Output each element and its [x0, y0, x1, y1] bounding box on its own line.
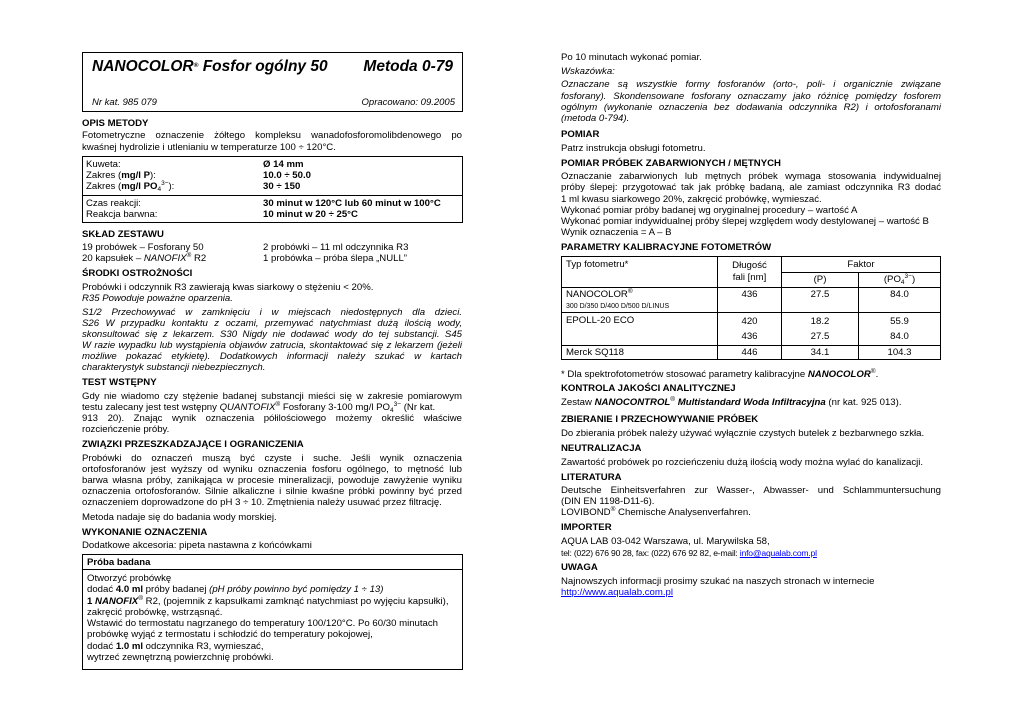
table-row: EPOLL-20 ECO 420 436 18.2 27.5 55.9 84.0: [562, 313, 941, 346]
colored-samples-heading: POMIAR PRÓBEK ZABARWIONYCH / MĘTNYCH: [561, 158, 781, 169]
test-line: 913 20). Znając wynik oznaczenia półilościowego możemy określić właściwe: [82, 413, 462, 424]
website-link[interactable]: http://www.aqualab.com.pl: [561, 587, 673, 598]
importer-heading: IMPORTER: [561, 522, 612, 533]
sampling-line: Do zbierania próbek należy używać wyłącznie czystych butelek z bezbarwnego szkła.: [561, 428, 925, 439]
zwiazki-heading: ZWIĄZKI PRZESZKADZAJĄCE I OGRANICZENIA: [82, 439, 304, 450]
importer-contact: tel: (022) 676 90 28, fax: (022) 676 92 82, e-mail: info@aqualab.com.pl: [561, 548, 817, 558]
hint-line: ogólnym (wykonanie oznaczenia bez dodawania odczynnika R2) i ortofosforanami: [561, 102, 941, 113]
quality-line: Zestaw NANOCONTROL® Multistandard Woda Infiltracyjna (nr kat. 925 013).: [561, 396, 902, 408]
interference-line: oznaczeniem doprowadzone do pH 3 ÷ 10. Zmętnienia należy usuwać przez filtrację.: [82, 497, 442, 508]
table-row: Merck SQ118 446 34.1 104.3: [562, 346, 941, 360]
kit-item: 20 kapsułek – NANOFIX® R2: [82, 252, 207, 264]
colored-samples-line: próby ślepej: przygotować tak jak próbkę badaną, ale zamiast odczynnika R3 dodać: [561, 182, 941, 193]
opis-line: kwaśnej hydrolizie i utlenianiu w temperaturze 100 ÷ 120°C.: [82, 142, 336, 153]
param-value: 10.0 ÷ 50.0: [263, 170, 311, 181]
procedure-step: zakręcić probówkę, wstrząsnąć.: [87, 607, 223, 618]
hint-line: (metoda 0-794).: [561, 113, 630, 124]
srodki-heading: ŚRODKI OSTROŻNOŚCI: [82, 268, 193, 279]
param-value: 30 minut w 120°C lub 60 minut w 100°C: [263, 198, 441, 209]
quality-heading: KONTROLA JAKOŚCI ANALITYCZNEJ: [561, 383, 736, 394]
measure-after: Po 10 minutach wykonać pomiar.: [561, 52, 702, 63]
procedure-step: Otworzyć probówkę: [87, 573, 172, 584]
th-factor: Faktor: [782, 257, 941, 273]
param-label: Czas reakcji:: [86, 198, 141, 209]
kit-item: 1 probówka – próba ślepa „NULL”: [263, 253, 407, 264]
interference-line: Probówki do oznaczeń muszą być czyste i suche. Jeśli wynik oznaczenia: [82, 453, 462, 464]
interference-line: oznaczenia ortofosforanów. Silnie alkaliczne i silnie kwaśne próbki powinny być przed: [82, 486, 462, 497]
pomiar-line: Patrz instrukcja obsługi fotometru.: [561, 143, 706, 154]
table-row: NANOCOLOR® 300 D/350 D/400 D/500 D/LINUS 436 27.5 84.0: [562, 288, 941, 313]
interference-line: Metoda nadaje się do badania wody morskiej.: [82, 512, 277, 523]
th-type: Typ fotometru*: [562, 257, 718, 288]
param-label: Kuweta:: [86, 159, 121, 170]
test-line: testu zalecany jest test wstępny QUANTOFIX® Fosforany 3-100 mg/l $PO_4^{3-}$ (Nr kat.: [82, 401, 436, 414]
calibration-heading: PARAMETRY KALIBRACYJNE FOTOMETRÓW: [561, 242, 772, 253]
colored-samples-line: Oznaczanie zabarwionych lub mętnych próbek wymaga stosowania indywidualnej: [561, 171, 941, 182]
literature-line: Deutsche Einheitsverfahren zur Wasser-, Abwasser- und Schlammuntersuchung: [561, 485, 941, 496]
procedure-step: Wstawić do termostatu nagrzanego do temperatury 100/120°C. Po 60/30 minutach: [87, 618, 439, 629]
accessories-line: Dodatkowe akcesoria: pipeta nastawna z końcówkami: [82, 540, 312, 551]
hint-line: Oznaczane są wszystkie formy fosforanów (orto-, poli- i organicznie związane: [561, 79, 941, 90]
method-number: Metoda 0-79: [363, 58, 453, 75]
safety-line: S1/2 Przechowywać w zamknięciu i w miejscach niedostępnych dla dzieci.: [82, 307, 462, 318]
safety-line: W razie wypadku lub wystąpienia objawów zatrucia, skontaktować się z lekarzem (jeżeli: [82, 340, 462, 351]
colored-samples-line: Wykonać pomiar indywidualnej próby ślepej względem wody destylowanej – wartość B: [561, 216, 929, 227]
safety-line: Probówki i odczynnik R3 zawierają kwas siarkowy o stężeniu < 20%.: [82, 282, 374, 293]
importer-address: AQUA LAB 03-042 Warszawa, ul. Marywilska 58,: [561, 536, 770, 547]
safety-line: skonsultować się z lekarzem. S30 Nigdy nie dodawać wody do tej substancji. S45: [82, 329, 462, 340]
param-value: 10 minut w 20 ÷ 25°C: [263, 209, 358, 220]
param-label: Reakcja barwna:: [86, 209, 158, 220]
procedure-step: dodać 4.0 ml próby badanej (pH próby powinno być pomiędzy 1 ÷ 13): [87, 584, 384, 595]
literature-line: LOVIBOND® Chemische Analysenverfahren.: [561, 506, 751, 518]
safety-line: R35 Powoduje poważne oparzenia.: [82, 293, 233, 304]
param-value: 30 ÷ 150: [263, 181, 301, 192]
interference-line: ortofosforanów jest wyższy od wyniku oznaczenia fosforu ogólnego, to mętność lub: [82, 464, 462, 475]
note-heading: UWAGA: [561, 562, 598, 573]
kit-item: 2 probówki – 11 ml odczynnika R3: [263, 242, 409, 253]
opis-line: Fotometryczne oznaczenie żółtego kompleksu wanadofosforomolibdenowego po: [82, 130, 462, 141]
param-label: Zakres (mg/l $PO_4^{3-}$):: [86, 180, 175, 193]
literature-heading: LITERATURA: [561, 472, 622, 483]
interference-line: barwa własna próby, zanikająca w procesie mineralizacji, powoduje zawyżenie wyniku: [82, 475, 462, 486]
pomiar-heading: POMIAR: [561, 129, 600, 140]
param-label: Zakres (mg/l P):: [86, 170, 156, 181]
colored-samples-line: 1 ml kwasu siarkowego 20%, zakręcić probówkę, wymieszać.: [561, 194, 822, 205]
neutralization-line: Zawartość probówek po rozcieńczeniu dużą ilością wody można wylać do kanalizacji.: [561, 457, 924, 468]
param-value: Ø 14 mm: [263, 159, 304, 170]
kit-item: 19 probówek – Fosforany 50: [82, 242, 204, 253]
prepared-date: Opracowano: 09.2005: [361, 97, 455, 108]
th-po4: $(PO_4^{3-})$: [859, 273, 941, 288]
product-title: NANOCOLOR® Fosfor ogólny 50: [92, 58, 328, 75]
sample-procedure-title: Próba badana: [87, 557, 151, 568]
hint-label: Wskazówka:: [561, 66, 615, 77]
safety-line: możliwe pokazać etykietę). Dodatkowych informacji należy szukać w kartach: [82, 351, 462, 362]
catalog-number: Nr kat. 985 079: [92, 97, 157, 108]
procedure-step: probówkę wyjąć z termostatu i schłodzić do temperatury pokojowej,: [87, 629, 373, 640]
wykonanie-heading: WYKONANIE OZNACZENIA: [82, 527, 208, 538]
test-line: rozcieńczenie próby.: [82, 424, 170, 435]
note-line: Najnowszych informacji prosimy szukać na naszych stronach w internecie: [561, 576, 875, 587]
th-wavelength: Długość fali [nm]: [718, 257, 782, 288]
sampling-heading: ZBIERANIE I PRZECHOWYWANIE PRÓBEK: [561, 414, 759, 425]
literature-line: (DIN EN 1198-D11-6).: [561, 496, 655, 507]
test-heading: TEST WSTĘPNY: [82, 377, 157, 388]
neutralization-heading: NEUTRALIZACJA: [561, 443, 642, 454]
safety-line: charakterystyk substancji niebezpiecznych.: [82, 362, 266, 373]
procedure-step: dodać 1.0 ml odczynnika R3, wymieszać,: [87, 641, 264, 652]
title-box: [82, 52, 463, 112]
email-link[interactable]: info@aqualab.com.pl: [739, 548, 817, 558]
sklad-heading: SKŁAD ZESTAWU: [82, 229, 164, 240]
colored-samples-line: Wynik oznaczenia = A – B: [561, 227, 672, 238]
procedure-step: 1 NANOFIX® R2, (pojemnik z kapsułkami zamknąć natychmiast po wyjęciu kapsułki),: [87, 595, 449, 607]
hint-line: fosforany). Skondensowane fosforany oznaczamy jako różnicę pomiędzy fosforem: [561, 91, 941, 102]
website-link-wrap: [561, 587, 673, 599]
table-footnote: * Dla spektrofotometrów stosować parametry kalibracyjne NANOCOLOR®.: [561, 368, 879, 380]
th-p: (P): [782, 273, 859, 288]
safety-line: S26 W przypadku kontaktu z oczami, przemywać natychmiast dużą ilością wody,: [82, 318, 462, 329]
opis-heading: OPIS METODY: [82, 118, 149, 129]
calibration-table: [561, 256, 941, 360]
procedure-step: wytrzeć zewnętrzną powierzchnię probówki.: [87, 652, 274, 663]
test-line: Gdy nie wiadomo czy stężenie badanej substancji mieści się w zakresie pomiarowym: [82, 391, 462, 402]
colored-samples-line: Wykonać pomiar próby badanej wg oryginalnej procedury – wartość A: [561, 205, 858, 216]
